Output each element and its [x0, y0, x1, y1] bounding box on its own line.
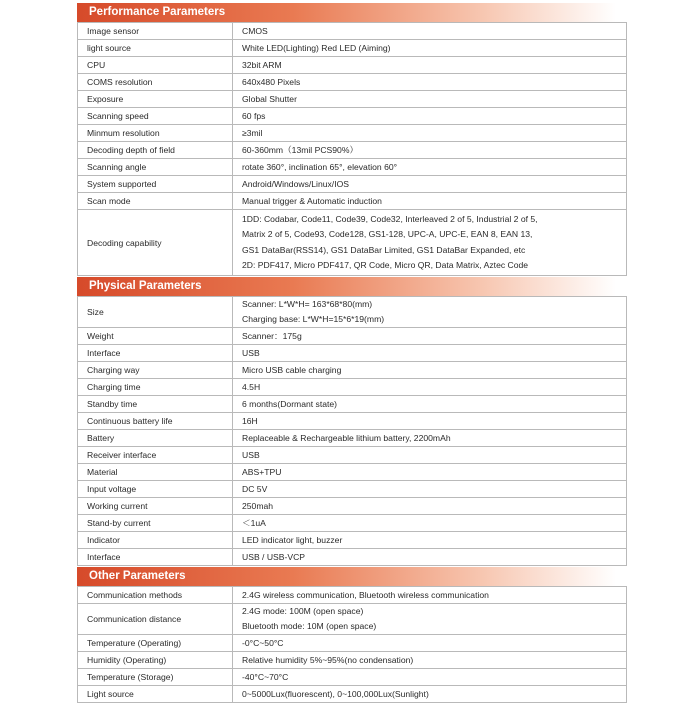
table-row	[78, 362, 627, 379]
param-value-line: GS1 DataBar(RSS14), GS1 DataBar Limited, GS1 DataBar Expanded, etc	[242, 244, 526, 255]
param-name: Material	[78, 464, 233, 481]
table-row	[78, 635, 627, 652]
table-row	[78, 193, 627, 210]
table-row	[78, 297, 627, 328]
param-value: 4.5H	[233, 379, 627, 396]
section-header-physical: Physical Parameters	[77, 277, 616, 296]
param-value: 6 months(Dormant state)	[233, 396, 627, 413]
table-row	[78, 430, 627, 447]
param-value: 16H	[233, 413, 627, 430]
table-row	[78, 23, 627, 40]
param-value: Relative humidity 5%~95%(no condensation)	[233, 652, 627, 669]
table-row	[78, 345, 627, 362]
param-value-line: Charging base: L*W*H=15*6*19(mm)	[242, 314, 385, 324]
param-value	[233, 297, 627, 328]
spec-sheet	[77, 0, 616, 703]
param-value: -0°C~50°C	[233, 635, 627, 652]
param-name: Scan mode	[78, 193, 233, 210]
table-row	[78, 481, 627, 498]
param-value: 60 fps	[233, 108, 627, 125]
table-row	[78, 40, 627, 57]
param-name: Temperature (Operating)	[78, 635, 233, 652]
table-row	[78, 498, 627, 515]
param-name: Weight	[78, 328, 233, 345]
param-name: Working current	[78, 498, 233, 515]
param-value: Android/Windows/Linux/IOS	[233, 176, 627, 193]
table-row	[78, 159, 627, 176]
table-row	[78, 464, 627, 481]
param-value: 250mah	[233, 498, 627, 515]
table-row	[78, 57, 627, 74]
param-value: 32bit ARM	[233, 57, 627, 74]
table-row	[78, 604, 627, 635]
param-value: DC 5V	[233, 481, 627, 498]
table-row	[78, 125, 627, 142]
table-row	[78, 447, 627, 464]
param-value-line: Bluetooth mode: 10M (open space)	[242, 621, 377, 631]
param-name: Humidity (Operating)	[78, 652, 233, 669]
param-name: Indicator	[78, 532, 233, 549]
param-name: light source	[78, 40, 233, 57]
param-name: Interface	[78, 345, 233, 362]
table-row	[78, 413, 627, 430]
param-name: System supported	[78, 176, 233, 193]
param-value: ＜1uA	[233, 515, 627, 532]
param-value: CMOS	[233, 23, 627, 40]
param-name: Decoding depth of field	[78, 142, 233, 159]
param-value: Replaceable & Rechargeable lithium battery, 2200mAh	[233, 430, 627, 447]
table-row	[78, 549, 627, 566]
table-row	[78, 74, 627, 91]
param-name: Charging time	[78, 379, 233, 396]
param-value: 2.4G wireless communication, Bluetooth wireless communication	[233, 587, 627, 604]
param-value: 0~5000Lux(fluorescent), 0~100,000Lux(Sunlight)	[233, 686, 627, 703]
param-value: Manual trigger & Automatic induction	[233, 193, 627, 210]
param-value-line: 1DD: Codabar, Code11, Code39, Code32, Interleaved 2 of 5, Industrial 2 of 5,	[242, 213, 538, 224]
physical-table	[77, 296, 627, 566]
section-header-other: Other Parameters	[77, 567, 616, 586]
param-name: Light source	[78, 686, 233, 703]
table-row	[78, 652, 627, 669]
param-value: -40°C~70°C	[233, 669, 627, 686]
param-value-line: 2.4G mode: 100M (open space)	[242, 606, 364, 617]
param-name: COMS resolution	[78, 74, 233, 91]
param-name: Charging way	[78, 362, 233, 379]
param-name: Communication methods	[78, 587, 233, 604]
section-header-performance: Performance Parameters	[77, 3, 616, 22]
param-name: Continuous battery life	[78, 413, 233, 430]
table-row	[78, 587, 627, 604]
param-value: USB	[233, 345, 627, 362]
table-row	[78, 379, 627, 396]
param-name: Exposure	[78, 91, 233, 108]
table-row	[78, 176, 627, 193]
performance-table	[77, 22, 627, 276]
param-value-line: Scanner: L*W*H= 163*68*80(mm)	[242, 299, 373, 310]
param-value: White LED(Lighting) Red LED (Aiming)	[233, 40, 627, 57]
param-name: Decoding capability	[78, 210, 233, 276]
table-row	[78, 210, 627, 276]
param-name: Communication distance	[78, 604, 233, 635]
param-value	[233, 604, 627, 635]
param-name: Interface	[78, 549, 233, 566]
param-value: 60-360mm（13mil PCS90%）	[233, 142, 627, 159]
param-value: ABS+TPU	[233, 464, 627, 481]
param-name: Size	[78, 297, 233, 328]
param-name: Minmum resolution	[78, 125, 233, 142]
param-value: Global Shutter	[233, 91, 627, 108]
param-name: Input voltage	[78, 481, 233, 498]
param-value: LED indicator light, buzzer	[233, 532, 627, 549]
param-value: rotate 360°, inclination 65°, elevation 60°	[233, 159, 627, 176]
param-value: 640x480 Pixels	[233, 74, 627, 91]
param-value: Scanner：175g	[233, 328, 627, 345]
table-row	[78, 686, 627, 703]
other-table	[77, 586, 627, 703]
table-row	[78, 396, 627, 413]
table-row	[78, 532, 627, 549]
param-value: ≥3mil	[233, 125, 627, 142]
param-value: USB	[233, 447, 627, 464]
table-row	[78, 515, 627, 532]
table-row	[78, 669, 627, 686]
param-name: Temperature (Storage)	[78, 669, 233, 686]
param-name: Scanning speed	[78, 108, 233, 125]
param-value-line: 2D: PDF417, Micro PDF417, QR Code, Micro QR, Data Matrix, Aztec Code	[242, 260, 529, 270]
param-name: Scanning angle	[78, 159, 233, 176]
param-value	[233, 210, 627, 276]
param-name: Battery	[78, 430, 233, 447]
param-name: CPU	[78, 57, 233, 74]
param-name: Stand-by current	[78, 515, 233, 532]
table-row	[78, 328, 627, 345]
param-name: Receiver interface	[78, 447, 233, 464]
param-value: Micro USB cable charging	[233, 362, 627, 379]
table-row	[78, 142, 627, 159]
table-row	[78, 108, 627, 125]
table-row	[78, 91, 627, 108]
param-value-line: Matrix 2 of 5, Code93, Code128, GS1-128, UPC-A, UPC-E, EAN 8, EAN 13,	[242, 229, 533, 239]
param-name: Standby time	[78, 396, 233, 413]
param-name: Image sensor	[78, 23, 233, 40]
param-value: USB / USB-VCP	[233, 549, 627, 566]
